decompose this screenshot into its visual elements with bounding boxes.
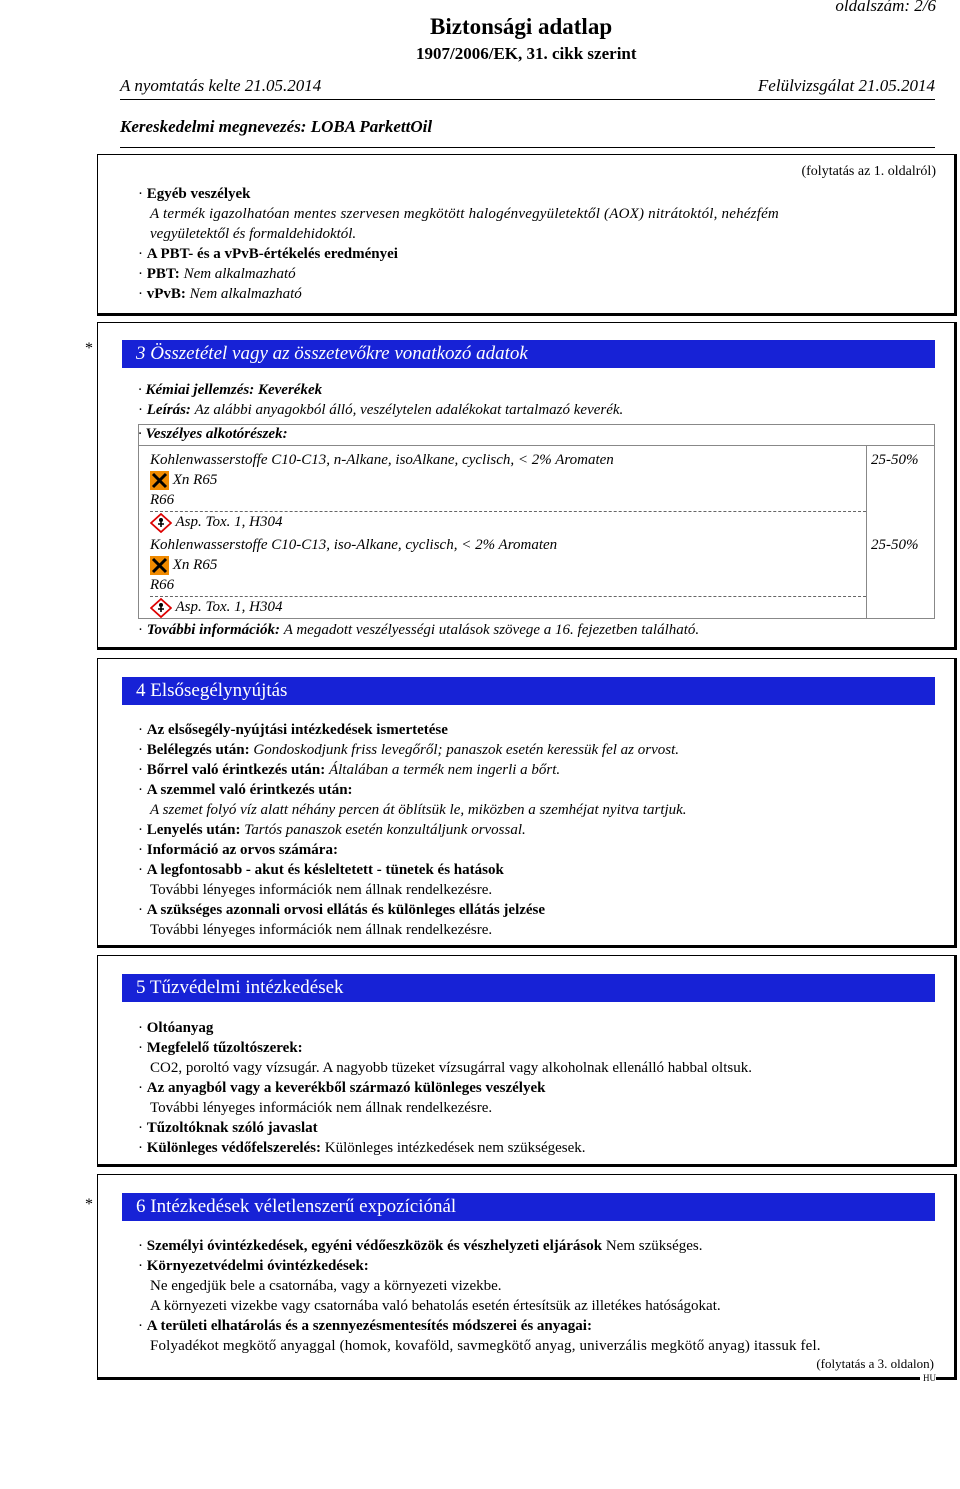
first-aid-description-label: · Az elsősegély-nyújtási intézkedések ismertetése [138, 720, 448, 740]
page-number: oldalszám: 2/6 [835, 0, 936, 15]
section-3-heading: 3 Összetétel vagy az összetevőkre vonatkozó adatok [122, 340, 935, 368]
other-hazards-label: · Egyéb veszélyek [138, 184, 250, 204]
vpvb-key: vPvB: [146, 286, 186, 302]
pbt-value: Nem alkalmazható [183, 266, 296, 282]
print-date: A nyomtatás kelte 21.05.2014 [120, 76, 322, 95]
component-r-phrase: R66 [150, 492, 175, 508]
row-dashed-separator [150, 596, 866, 597]
component-ghs-label: Asp. Tox. 1, H304 [175, 599, 283, 615]
inhalation-row [138, 740, 679, 760]
trade-name-divider [120, 147, 935, 148]
document-title: Biztonsági adatlap [430, 14, 613, 39]
health-hazard-icon [150, 598, 172, 618]
component-ghs-row [150, 597, 282, 618]
other-hazards-text-cont: vegyületektől és formaldehidoktól. [150, 226, 357, 242]
skin-contact-key: Bőrrel való érintkezés után: [146, 762, 326, 778]
component-classification-row [150, 470, 217, 490]
further-info-row [138, 620, 699, 640]
further-info-value: A megadott veszélyességi utalások szövege a 16. fejezetben található. [283, 622, 700, 638]
hazardous-components-label: · Veszélyes alkotórészek: [138, 424, 288, 444]
vpvb-row [138, 284, 302, 304]
pbt-key: PBT: [146, 266, 180, 282]
ingestion-key: Lenyelés után: [146, 822, 241, 838]
component-xn-label: Xn R65 [172, 472, 218, 488]
component-ghs-row [150, 512, 282, 533]
section-6-heading: 6 Intézkedések véletlenszerű expozíciónál [122, 1193, 935, 1221]
description-row [138, 400, 623, 420]
suitable-extinguishing-label: · Megfelelő tűzoltószerek: [138, 1038, 303, 1058]
environmental-precautions-value-2: A környezeti vizekbe vagy csatornába való behatolás esetén értesítsük az illetékes hatóságokat. [150, 1298, 721, 1314]
section-5-heading: 5 Tűzvédelmi intézkedések [122, 974, 935, 1002]
continued-to: (folytatás a 3. oldalon) [816, 1356, 934, 1371]
component-classification-row [150, 555, 217, 575]
inhalation-key: Belélegzés után: [146, 742, 250, 758]
ingestion-row [138, 820, 526, 840]
ingestion-value: Tartós panaszok esetén konzultáljunk orvossal. [244, 822, 526, 838]
section-4-heading: 4 Elsősegélynyújtás [122, 677, 935, 705]
description-key: Leírás: [146, 402, 191, 418]
component-xn-label: Xn R65 [172, 557, 218, 573]
revision-date: Felülvizsgálat 21.05.2014 [757, 76, 935, 95]
skin-contact-row [138, 760, 560, 780]
extinguishing-media-label: · Oltóanyag [138, 1018, 213, 1038]
section-3-change-marker: * [85, 340, 93, 357]
further-info-key: További információk: [146, 622, 280, 638]
personal-precautions-key: Személyi óvintézkedések, egyéni védőeszközök és vészhelyzeti eljárások [146, 1238, 603, 1254]
inhalation-value: Gondoskodjunk friss levegőről; panaszok esetén keressük fel az orvost. [253, 742, 680, 758]
containment-methods-value: Folyadékot megkötő anyaggal (homok, kovaföld, savmegkötő anyag, univerzális megkötő anyag) itassuk fel. [150, 1338, 821, 1354]
pbt-vpvb-label: · A PBT- és a vPvB-értékelés eredményei [138, 244, 398, 264]
component-name: Kohlenwasserstoffe C10-C13, iso-Alkane, cyclisch, < 2% Aromaten [150, 537, 558, 553]
continued-from: (folytatás az 1. oldalról) [801, 164, 936, 179]
protective-equipment-row [138, 1138, 586, 1158]
firefighter-advice-label: · Tűzoltóknak szóló javaslat [138, 1118, 318, 1138]
section-6-change-marker: * [85, 1196, 93, 1213]
environmental-precautions-label: · Környezetvédelmi óvintézkedések: [138, 1256, 369, 1276]
component-percentage: 25-50% [871, 537, 919, 553]
skin-contact-value: Általában a termék nem ingerli a bőrt. [328, 762, 561, 778]
table-header-divider [138, 445, 935, 446]
medical-attention-value: További lényeges információk nem állnak rendelkezésre. [150, 922, 493, 938]
description-value: Az alábbi anyagokból álló, veszélytelen adalékokat tartalmazó keverék. [194, 402, 624, 418]
symptoms-value: További lényeges információk nem állnak rendelkezésre. [150, 882, 493, 898]
protective-equipment-value: Különleges intézkedések nem szükségesek. [324, 1140, 586, 1156]
special-hazards-value: További lényeges információk nem állnak rendelkezésre. [150, 1100, 493, 1116]
document-subtitle: 1907/2006/EK, 31. cikk szerint [416, 44, 637, 63]
containment-methods-label: · A területi elhatárolás és a szennyezésmentesítés módszerei és anyagai: [138, 1316, 592, 1336]
suitable-extinguishing-value: CO2, poroltó vagy vízsugár. A nagyobb tüzeket vízsugárral vagy alkoholnak ellenálló habbal oltsuk. [150, 1060, 752, 1076]
protective-equipment-key: Különleges védőfelszerelés: [146, 1140, 322, 1156]
footer-divider [120, 1378, 935, 1379]
environmental-precautions-value: Ne engedjük bele a csatornába, vagy a környezeti vizekbe. [150, 1278, 502, 1294]
row-dashed-separator [150, 511, 866, 512]
harmful-x-icon [150, 471, 169, 490]
harmful-x-icon [150, 556, 169, 575]
component-r-phrase: R66 [150, 577, 175, 593]
personal-precautions-value: Nem szükséges. [605, 1238, 703, 1254]
table-column-divider [866, 445, 867, 619]
vpvb-value: Nem alkalmazható [189, 286, 302, 302]
special-hazards-label: · Az anyagból vagy a keverékből származó különleges veszélyek [138, 1078, 545, 1098]
medical-attention-label: · A szükséges azonnali orvosi ellátás és különleges ellátás jelzése [138, 900, 545, 920]
symptoms-label: · A legfontosabb - akut és késleltetett - tünetek és hatások [138, 860, 504, 880]
doctor-info-label: · Információ az orvos számára: [138, 840, 338, 860]
health-hazard-icon [150, 513, 172, 533]
header-divider [120, 99, 935, 100]
component-percentage: 25-50% [871, 452, 919, 468]
language-code: HU [920, 1373, 936, 1383]
component-ghs-label: Asp. Tox. 1, H304 [175, 514, 283, 530]
other-hazards-text: A termék igazolhatóan mentes szervesen megkötött halogénvegyületektől (AOX) nitrátoktól, nehézfém [150, 206, 779, 222]
pbt-row [138, 264, 296, 284]
personal-precautions-row [138, 1236, 702, 1256]
trade-name: Kereskedelmi megnevezés: LOBA ParkettOil [120, 117, 433, 136]
eye-contact-value: A szemet folyó víz alatt néhány percen át öblítsük le, miközben a szemhéjat nyitva tartjuk. [150, 802, 687, 818]
chemical-characterization: · Kémiai jellemzés: Keverékek [138, 380, 322, 400]
component-name: Kohlenwasserstoffe C10-C13, n-Alkane, isoAlkane, cyclisch, < 2% Aromaten [150, 452, 614, 468]
eye-contact-label: · A szemmel való érintkezés után: [138, 780, 353, 800]
